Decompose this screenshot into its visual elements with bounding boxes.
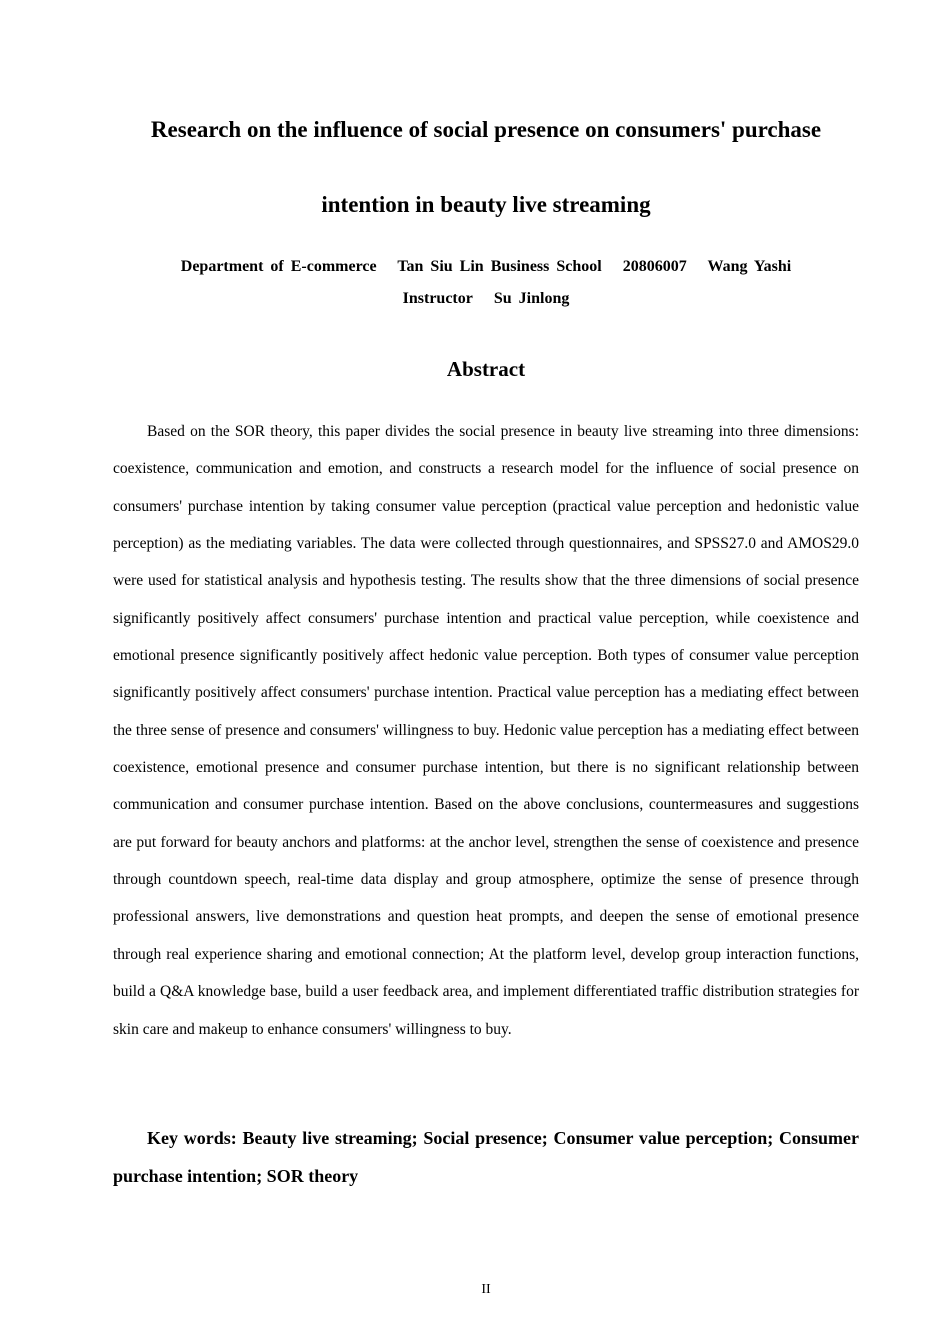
abstract-heading: Abstract (446, 357, 526, 381)
school: Tan Siu Lin Business School (397, 258, 602, 275)
student-id: 20806007 (622, 258, 687, 275)
department: Department of E-commerce (180, 258, 377, 275)
instructor-line (113, 289, 859, 309)
author-name: Wang Yashi (707, 258, 792, 275)
keywords (113, 1119, 859, 1195)
abstract-body: Based on the SOR theory, this paper divides the social presence in beauty live streaming into three dimensions: coexistence, communication and emotion, and constructs a research model for the influence of social presence on consumers' purchase intention by taking consumer value perception (practical value perception and hedonistic value perception) as the mediating variables. The data were collected through questionnaires, and SPSS27.0 and AMOS29.0 were used for statistical analysis and hypothesis testing. The results show that the three dimensions of social presence significantly positively affect consumers' purchase intention and practical value perception, while coexistence and emotional presence significantly positively affect hedonic value perception. Both types of consumer value perception significantly positively affect consumers' purchase intention. Practical value perception has a mediating effect between the three sense of presence and consumers' willingness to buy. Hedonic value perception has a mediating effect between coexistence, emotional presence and consumer purchase intention, but there is no significant relationship between communication and consumer purchase intention. Based on the above conclusions, countermeasures and suggestions are put forward for beauty anchors and platforms: at the anchor level, strengthen the sense of coexistence and presence through countdown speech, real-time data display and group atmosphere, optimize the sense of presence through professional answers, live demonstrations and question heat prompts, and deepen the sense of emotional presence through real experience sharing and emotional connection; At the platform level, develop group interaction functions, build a Q&A knowledge base, build a user feedback area, and implement differentiated traffic distribution strategies for skin care and makeup to enhance consumers' willingness to buy. (113, 423, 859, 1038)
paper-title: Research on the influence of social presence on consumers' purchase intention in beauty live streaming (150, 117, 822, 217)
author-info-line (113, 257, 859, 277)
page-number: II (481, 1282, 491, 1297)
keywords-label: Key words: (147, 1128, 237, 1148)
instructor-label: Instructor (402, 290, 473, 307)
instructor-name: Su Jinlong (493, 290, 570, 307)
keywords-text: Beauty live streaming; Social presence; Consumer value perception; Consumer purchase intention; SOR theory (113, 1128, 859, 1186)
